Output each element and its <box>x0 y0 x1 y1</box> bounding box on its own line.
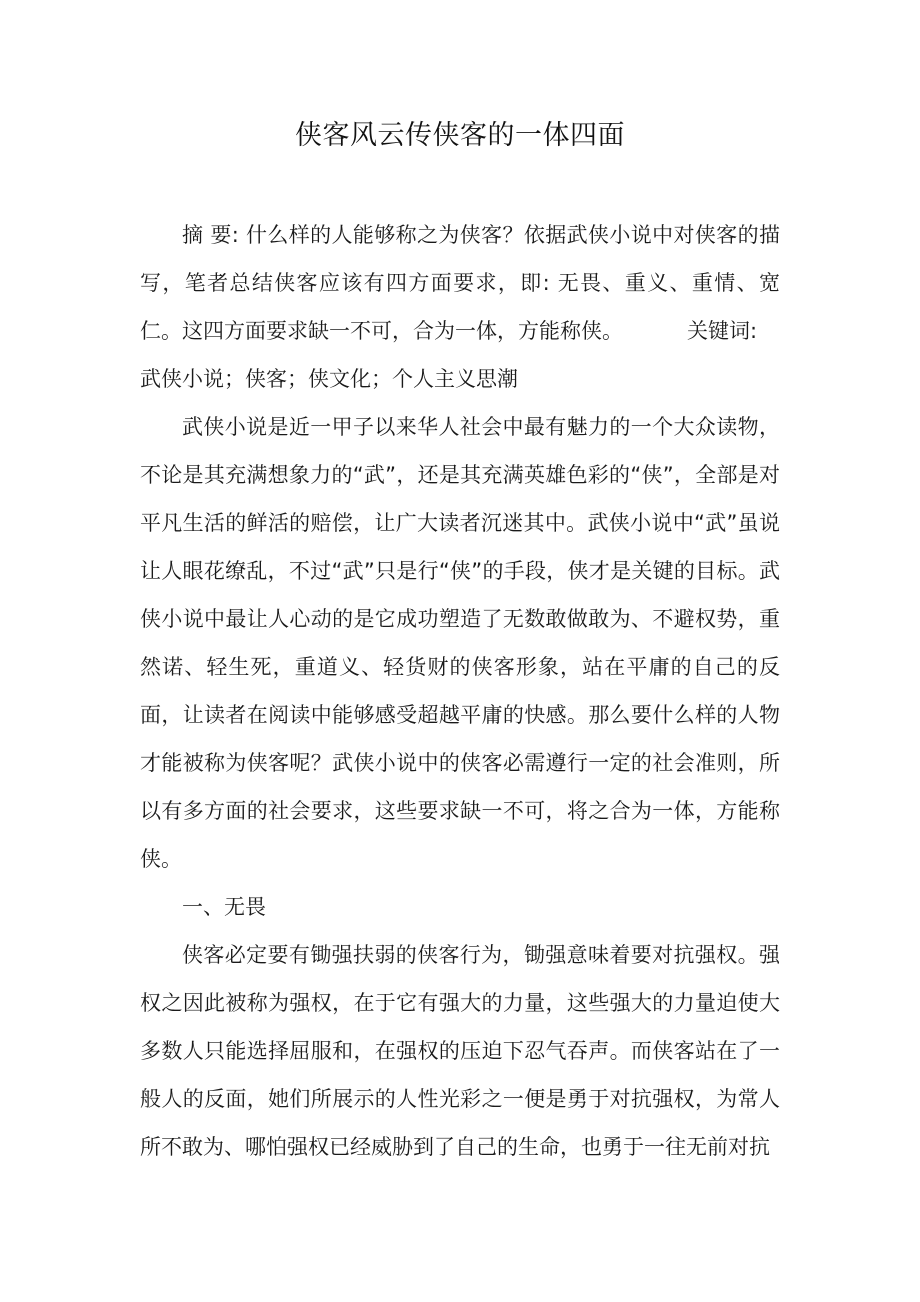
section-heading: 一、无畏 <box>182 895 266 919</box>
abstract-label: 摘 要: <box>182 223 239 247</box>
intro-paragraph: 武侠小说是近一甲子以来华人社会中最有魅力的一个大众读物，不论是其充满想象力的“武”，还是其充满英雄色彩的“侠”，全部是对平凡生活的鲜活的赔偿，让广大读者沉迷其中。武侠小说中“武”虽说让人眼花缭乱，不过“武”只是行“侠”的手段，侠才是关键的目标。武侠小说中最让人心动的是它成功塑造了无数敢做敢为、不避权势，重然诺、轻生死，重道义、轻货财的侠客形象，站在平庸的自己的反面，让读者在阅读中能够感受超越平庸的快感。那么要什么样的人物才能被称为侠客呢？武侠小说中的侠客必需遵行一定的社会准则，所以有多方面的社会要求，这些要求缺一不可，将之合为一体，方能称侠。 <box>140 415 780 871</box>
keywords-label: 关键词: <box>687 319 758 343</box>
abstract-text: 什么样的人能够称之为侠客？依据武侠小说中对侠客的描写，笔者总结侠客应该有四方面要求，即: 无畏、重义、重情、宽仁。这四方面要求缺一不可，合为一体，方能称侠。 <box>140 223 780 343</box>
section-paragraph: 侠客必定要有锄强扶弱的侠客行为，锄强意味着要对抗强权。强权之因此被称为强权，在于它有强大的力量，这些强大的力量迫使大多数人只能选择屈服和，在强权的压迫下忍气吞声。而侠客站在了一般人的反面，她们所展示的人性光彩之一便是勇于对抗强权，为常人所不敢为、哪怕强权已经威胁到了自己的生命，也勇于一往无前对抗 <box>140 943 780 1159</box>
document-body <box>140 211 780 1171</box>
keywords-text: 武侠小说；侠客；侠文化；个人主义思潮 <box>140 367 518 391</box>
document-title: 侠客风云传侠客的一体四面 <box>295 120 625 151</box>
keywords-paragraph <box>140 355 780 403</box>
abstract-paragraph <box>140 211 780 355</box>
